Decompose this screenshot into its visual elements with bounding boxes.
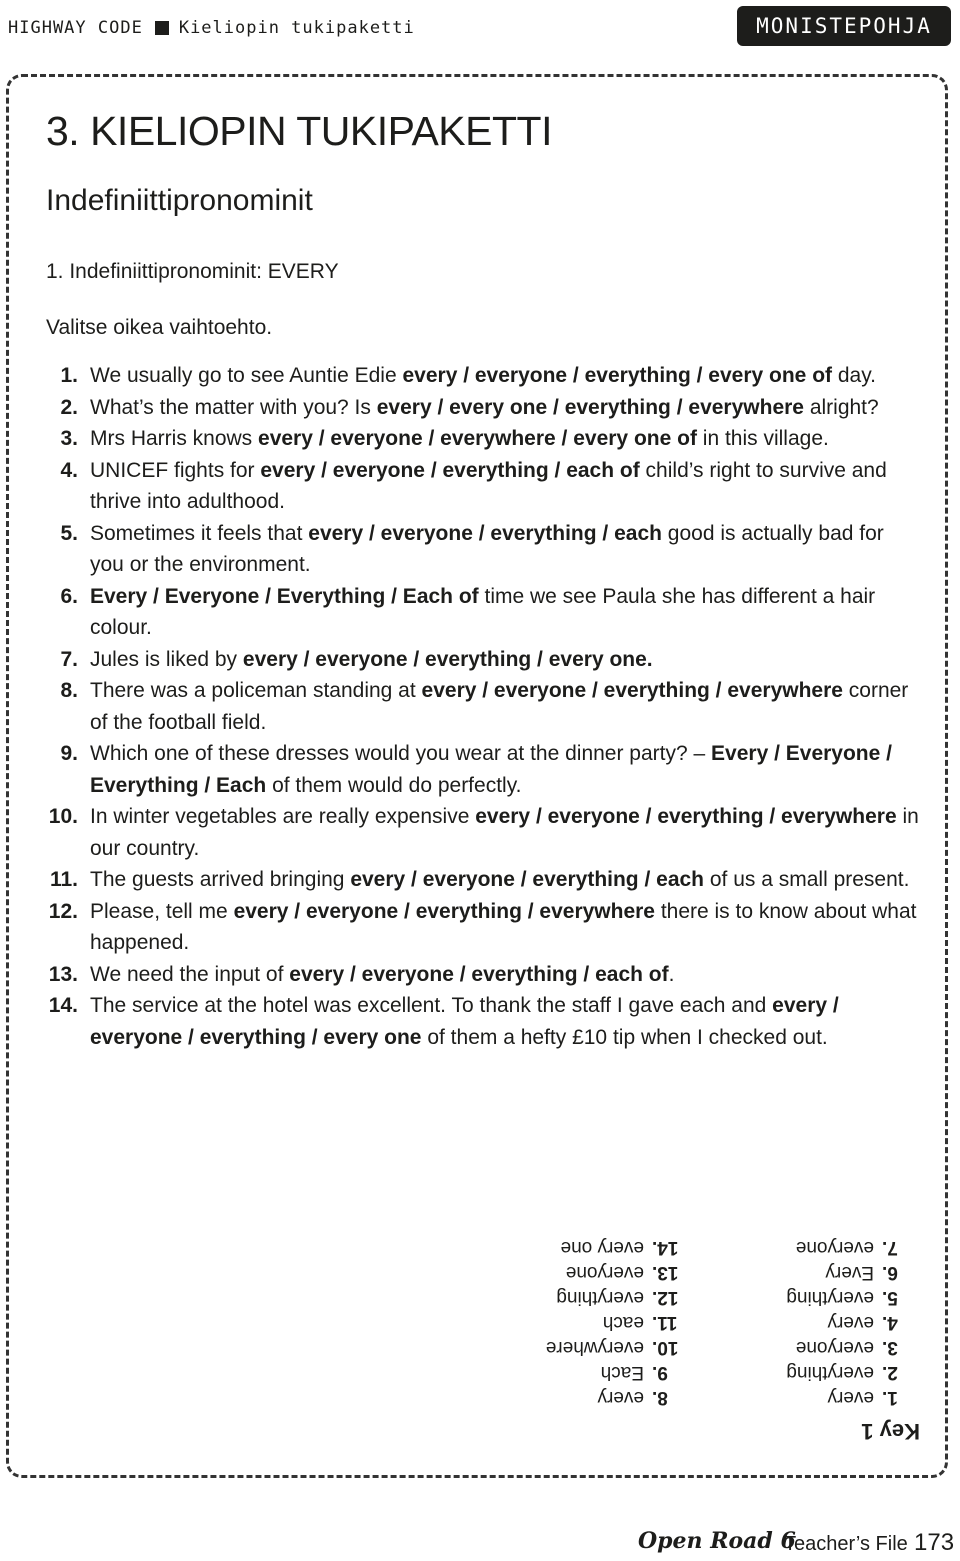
item-options[interactable]: every / everyone / everything / everywhere (475, 805, 897, 828)
answer-key-column-1 (786, 1235, 920, 1410)
item-text (90, 675, 920, 738)
answer-key-row (786, 1260, 920, 1285)
answer-number: 7. (882, 1237, 898, 1258)
answer-key-row (546, 1360, 690, 1385)
item-text-before: We usually go to see Auntie Edie (90, 364, 403, 387)
answer-number: 9. (652, 1362, 668, 1383)
answer-key-row (786, 1335, 920, 1360)
answer-key-column-2 (546, 1235, 690, 1410)
answer-key-row (786, 1285, 920, 1310)
item-text (90, 518, 920, 581)
item-text-after: . (668, 962, 675, 986)
exercise-heading: 1. Indefiniittipronominit: EVERY (46, 260, 339, 283)
item-text-after: good is actually bad for you or the environment. (90, 521, 884, 576)
item-text-after: in our country. (90, 805, 919, 860)
running-header (8, 18, 415, 38)
item-number: 3. (60, 427, 78, 450)
answer-text: every (827, 1387, 874, 1408)
item-text (90, 360, 920, 392)
item-text (90, 392, 920, 424)
item-number: 9. (60, 742, 78, 765)
item-number: 1. (60, 364, 78, 387)
item-text-after: there is to know about what happened. (90, 899, 917, 954)
answer-key-row (546, 1260, 690, 1285)
item-text-after: day. (832, 364, 876, 387)
answer-key-row (786, 1235, 920, 1260)
item-number: 12. (48, 899, 78, 923)
item-text-before: Sometimes it feels that (90, 521, 309, 545)
answer-text: everything (556, 1287, 644, 1308)
answer-text: everyone (565, 1262, 644, 1283)
item-options[interactable]: Every / Everyone / Everything / Each of (90, 584, 479, 608)
list-item (40, 738, 920, 801)
item-number: 5. (60, 521, 78, 545)
item-options[interactable]: every / everyone / everything / each of (260, 458, 640, 482)
item-text (90, 896, 920, 959)
item-options[interactable]: every / everyone / everything / each of (289, 962, 669, 986)
answer-number: 13. (652, 1262, 679, 1283)
item-text-before: Mrs Harris knows (90, 427, 259, 450)
list-item (40, 990, 920, 1053)
item-number: 7. (60, 647, 78, 671)
answer-key-row (786, 1385, 920, 1410)
page-subtitle: Indefiniittipronominit (46, 184, 313, 217)
answer-number: 14. (652, 1237, 679, 1258)
item-text-after: corner of the football field. (90, 679, 909, 734)
item-options[interactable]: every / everyone / everything / each (350, 868, 705, 891)
answer-number: 2. (882, 1362, 898, 1383)
worksheet-badge: MONISTEPOHJA (737, 6, 951, 46)
item-text-before: UNICEF fights for (90, 458, 261, 482)
item-options[interactable]: every / everyone / everything / every one of (402, 364, 833, 387)
item-number: 8. (60, 679, 78, 702)
answer-key-row (546, 1235, 690, 1260)
item-text-before: In winter vegetables are really expensive (90, 805, 476, 828)
answer-text: Every (825, 1262, 874, 1283)
item-text-before: The guests arrived bringing (90, 868, 351, 891)
item-text-before: Jules is liked by (90, 647, 243, 671)
list-item (40, 360, 920, 392)
item-text-before: We need the input of (90, 962, 290, 986)
square-bullet-icon (155, 21, 169, 35)
answer-number: 11. (652, 1312, 678, 1333)
item-text (90, 738, 920, 801)
item-options[interactable]: every / everyone / everything / every one (90, 994, 839, 1049)
list-item (40, 392, 920, 424)
list-item (40, 675, 920, 738)
item-text-before: What’s the matter with you? Is (90, 395, 377, 419)
list-item (40, 959, 920, 991)
item-text-after: child’s right to survive and thrive into adulthood. (90, 458, 887, 513)
footer-label: Teacher’s File (784, 1533, 908, 1555)
answer-text: every one (560, 1237, 644, 1258)
item-text (90, 581, 920, 644)
answer-text: everything (786, 1362, 874, 1383)
open-road-logo: Open Road 6 (638, 1528, 796, 1554)
item-number: 6. (60, 584, 78, 608)
item-text-after: time we see Paula she has different a hair colour. (90, 584, 876, 639)
item-text (90, 455, 920, 518)
answer-text: everyone (795, 1337, 874, 1358)
list-item (40, 864, 920, 896)
answer-number: 10. (652, 1337, 679, 1358)
answer-key-row (786, 1360, 920, 1385)
answer-number: 5. (882, 1287, 898, 1308)
answer-text: everywhere (545, 1337, 644, 1358)
item-text-after: in this village. (696, 427, 829, 450)
item-options[interactable]: every / everyone / everything / every one. (242, 647, 653, 671)
answer-key-row (546, 1310, 690, 1335)
item-number: 10. (48, 805, 78, 828)
answer-number: 8. (652, 1387, 668, 1408)
answer-text: Each (600, 1362, 644, 1383)
page-number: 173 (914, 1529, 955, 1556)
list-item (40, 518, 920, 581)
item-text-before: There was a policeman standing at (90, 679, 422, 702)
answer-key (520, 1224, 920, 1444)
item-number: 13. (48, 962, 78, 986)
series-name: HIGHWAY CODE (8, 18, 143, 38)
page-title: 3. KIELIOPIN TUKIPAKETTI (46, 108, 552, 154)
answer-key-title: Key 1 (861, 1419, 920, 1444)
answer-key-row (546, 1385, 690, 1410)
answer-key-row (546, 1285, 690, 1310)
answer-text: everyone (795, 1237, 874, 1258)
list-item (40, 455, 920, 518)
item-options[interactable]: Every / Everyone / Everything / Each (90, 742, 892, 797)
item-text (90, 990, 920, 1053)
item-number: 4. (60, 458, 78, 482)
item-number: 14. (48, 994, 78, 1017)
item-text-before: Please, tell me (90, 899, 234, 923)
list-item (40, 896, 920, 959)
answer-number: 3. (882, 1337, 898, 1358)
item-text-after: of them a hefty £10 tip when I checked out. (421, 1025, 828, 1049)
answer-text: everything (786, 1287, 874, 1308)
item-text (90, 801, 920, 864)
item-text (90, 959, 920, 991)
item-number: 11. (49, 868, 78, 891)
answer-number: 12. (652, 1287, 679, 1308)
item-text-before: The service at the hotel was excellent. To thank the staff I gave each and (90, 994, 773, 1017)
item-text (90, 644, 920, 676)
answer-text: each (602, 1312, 644, 1333)
exercise-list (40, 360, 920, 1053)
answer-text: every (597, 1387, 644, 1408)
item-options[interactable]: every / everyone / everything / everywhere (233, 899, 655, 923)
item-number: 2. (60, 395, 78, 419)
list-item (40, 423, 920, 455)
exercise-instruction: Valitse oikea vaihtoehto. (46, 316, 273, 339)
answer-text: every (827, 1312, 874, 1333)
item-options[interactable]: every / everyone / everything / each (308, 521, 662, 545)
list-item (40, 644, 920, 676)
item-options[interactable]: every / everyone / everywhere / every one of (258, 427, 697, 450)
section-name: Kieliopin tukipaketti (178, 18, 415, 38)
answer-number: 6. (882, 1262, 898, 1283)
item-text-before: Which one of these dresses would you wear at the dinner party? – (90, 742, 712, 765)
answer-key-row (546, 1335, 690, 1360)
item-text-after: alright? (803, 395, 879, 419)
item-text-after: of us a small present. (704, 868, 910, 891)
item-text (90, 423, 920, 455)
answer-number: 1. (882, 1387, 898, 1408)
answer-key-row (786, 1310, 920, 1335)
item-text (90, 864, 920, 896)
item-options[interactable]: every / every one / everything / everywhere (376, 395, 804, 419)
item-options[interactable]: every / everyone / everything / everywhere (421, 679, 843, 702)
list-item (40, 581, 920, 644)
item-text-after: of them would do perfectly. (266, 773, 522, 797)
list-item (40, 801, 920, 864)
answer-number: 4. (882, 1312, 898, 1333)
